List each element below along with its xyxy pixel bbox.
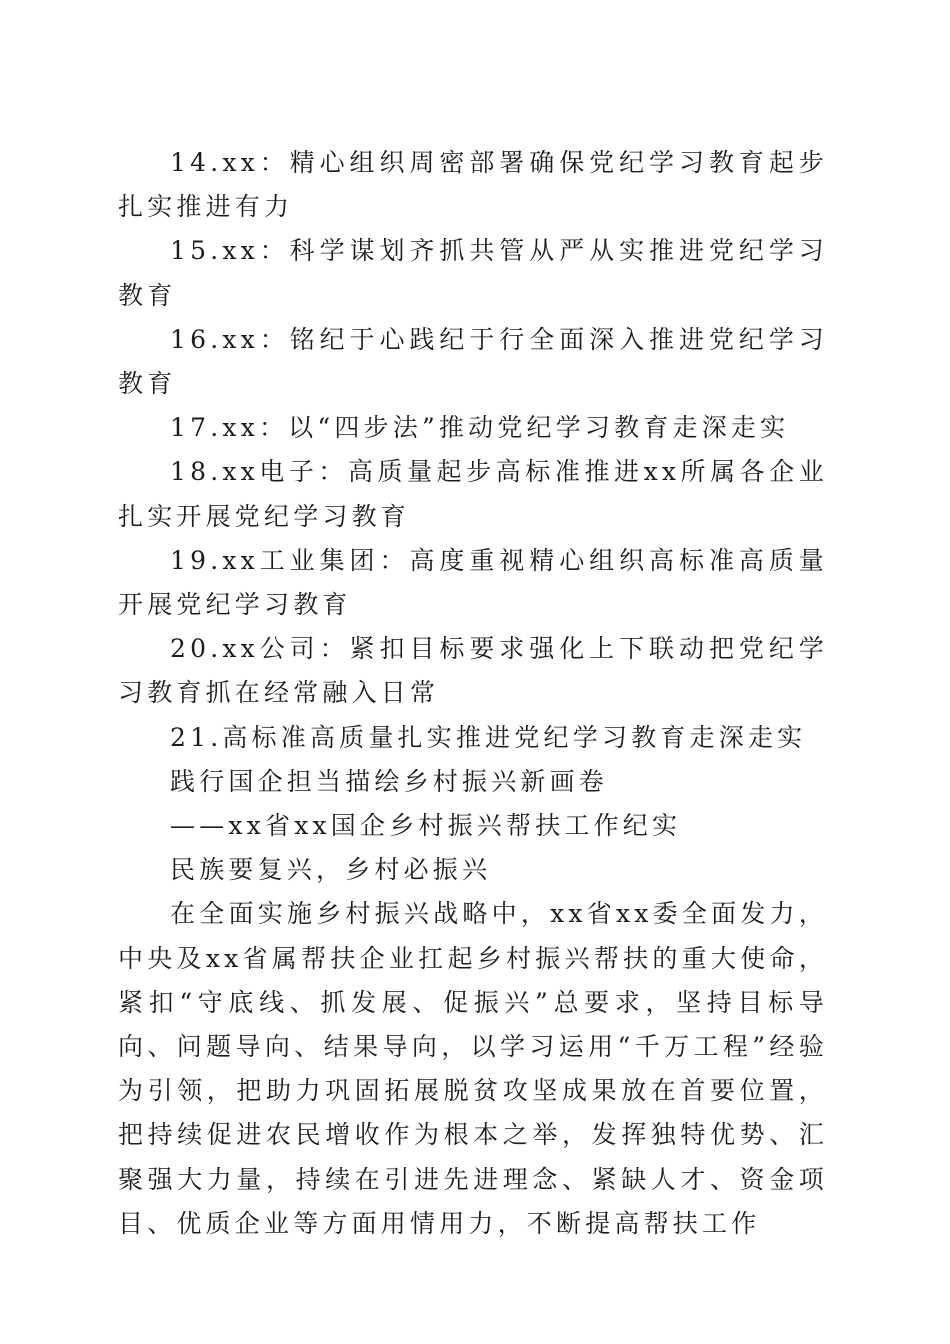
paragraph-item-20: 20.xx公司：紧扣目标要求强化上下联动把党纪学习教育抓在经常融入日常 [118,634,828,708]
article-title: 践行国企担当描绘乡村振兴新画卷 [170,766,609,796]
section-heading: 民族要复兴，乡村必振兴 [170,855,492,885]
paragraph-item-16: 16.xx：铭纪于心践纪于行全面深入推进党纪学习教育 [118,324,828,399]
document-body [118,141,828,1246]
paragraph-item-15: 15.xx：科学谋划齐抓共管从严从实推进党纪学习教育 [118,236,828,310]
body-paragraph: 在全面实施乡村振兴战略中，xx省xx委全面发力，中央及xx省属帮扶企业扛起乡村振兴帮扶的重大使命，紧扣“守底线、抓发展、促振兴”总要求，坚持目标导向、问题导向、结果导向，以学习运用“千万工程”经验为引领，把助力巩固拓展脱贫攻坚成果放在首要位置，把持续促进农民增收作为根本之举，发挥独特优势、汇聚强大力量，持续在引进先进理念、紧缺人才、资金项目、优质企业等方面用情用力，不断提高帮扶工作 [118,899,828,1238]
paragraph-item-14: 14.xx：精心组织周密部署确保党纪学习教育起步扎实推进有力 [118,148,828,222]
paragraph-item-19: 19.xx工业集团：高度重视精心组织高标准高质量开展党纪学习教育 [118,545,828,620]
paragraph-item-21: 21.高标准高质量扎实推进党纪学习教育走深走实 [170,722,807,752]
article-subtitle: ——xx省xx国企乡村振兴帮扶工作纪实 [170,811,682,841]
paragraph-item-18: 18.xx电子：高质量起步高标准推进xx所属各企业扎实开展党纪学习教育 [118,457,828,531]
paragraph-item-17: 17.xx：以“四步法”推动党纪学习教育走深走实 [170,413,790,443]
